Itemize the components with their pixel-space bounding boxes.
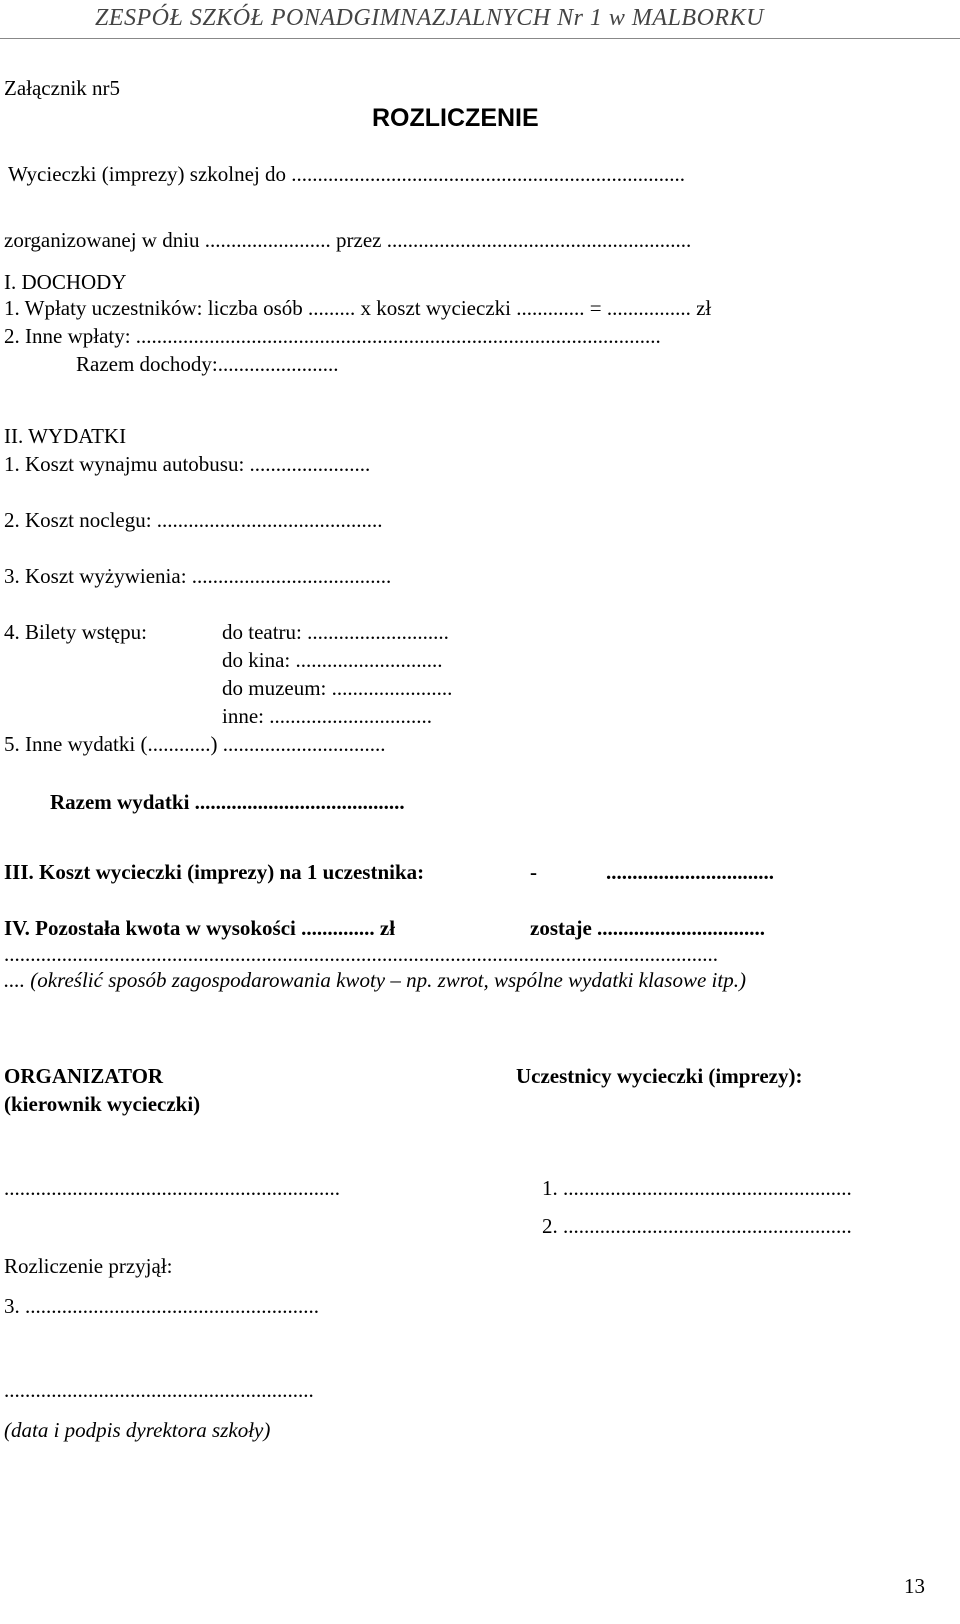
organizer-sublabel: (kierownik wycieczki)	[4, 1092, 201, 1116]
income-total: Razem dochody:.......................	[76, 352, 339, 376]
expense-item-food: 3. Koszt wyżywienia: ......................................	[4, 564, 392, 588]
remaining-amount-remains: zostaje ................................	[530, 916, 766, 940]
trip-to-line: Wycieczki (imprezy) szkolnej do ...........................................................................	[8, 162, 686, 186]
expense-tickets-theatre: do teatru: ...........................	[222, 620, 449, 644]
organized-line: zorganizowanej w dniu ........................ przez ..........................................................	[4, 228, 692, 252]
attachment-label: Załącznik nr5	[4, 76, 121, 100]
header-divider	[0, 38, 960, 39]
expense-item-lodging: 2. Koszt noclegu: ...........................................	[4, 508, 383, 532]
cost-per-participant-label: III. Koszt wycieczki (imprezy) na 1 uczestnika:	[4, 860, 425, 884]
organizer-label: ORGANIZATOR	[4, 1064, 164, 1088]
participant-1-line: 1. .......................................................	[542, 1176, 852, 1200]
income-heading: I. DOCHODY	[4, 270, 127, 294]
remaining-amount-continuation: ........................................................................................................................................	[4, 942, 718, 966]
document-title: ROZLICZENIE	[372, 104, 539, 132]
participant-2-line: 2. .......................................................	[542, 1214, 852, 1238]
expense-item-tickets-label: 4. Bilety wstępu:	[4, 620, 147, 644]
income-line-1: 1. Wpłaty uczestników: liczba osób ......... x koszt wycieczki ............. = ................ zł	[4, 296, 712, 320]
cost-per-participant-value: ................................	[606, 860, 774, 884]
expense-item-other: 5. Inne wydatki (............) ...............................	[4, 732, 386, 756]
remaining-amount-note: .... (określić sposób zagospodarowania kwoty – np. zwrot, wspólne wydatki klasowe itp.)	[4, 968, 746, 992]
expense-item-bus: 1. Koszt wynajmu autobusu: .......................	[4, 452, 371, 476]
director-signature-caption: (data i podpis dyrektora szkoły)	[4, 1418, 271, 1442]
expenses-total: Razem wydatki ........................................	[50, 790, 405, 814]
expenses-heading: II. WYDATKI	[4, 424, 127, 448]
expense-tickets-cinema: do kina: ............................	[222, 648, 443, 672]
participants-label: Uczestnicy wycieczki (imprezy):	[516, 1064, 803, 1088]
cost-per-participant-dash: -	[530, 860, 537, 884]
director-signature-line: ...........................................................	[4, 1378, 314, 1402]
expense-tickets-other: inne: ...............................	[222, 704, 432, 728]
accepted-by-label: Rozliczenie przyjął:	[4, 1254, 173, 1278]
remaining-amount-label: IV. Pozostała kwota w wysokości .............. zł	[4, 916, 396, 940]
school-name: ZESPÓŁ SZKÓŁ PONADGIMNAZJALNYCH Nr 1 w MALBORKU	[95, 5, 764, 31]
page-number: 13	[904, 1574, 925, 1598]
expense-tickets-museum: do muzeum: .......................	[222, 676, 453, 700]
participant-3-line: 3. ........................................................	[4, 1294, 319, 1318]
income-line-2: 2. Inne wpłaty: ....................................................................................................	[4, 324, 661, 348]
organizer-signature-line: ................................................................	[4, 1176, 340, 1200]
